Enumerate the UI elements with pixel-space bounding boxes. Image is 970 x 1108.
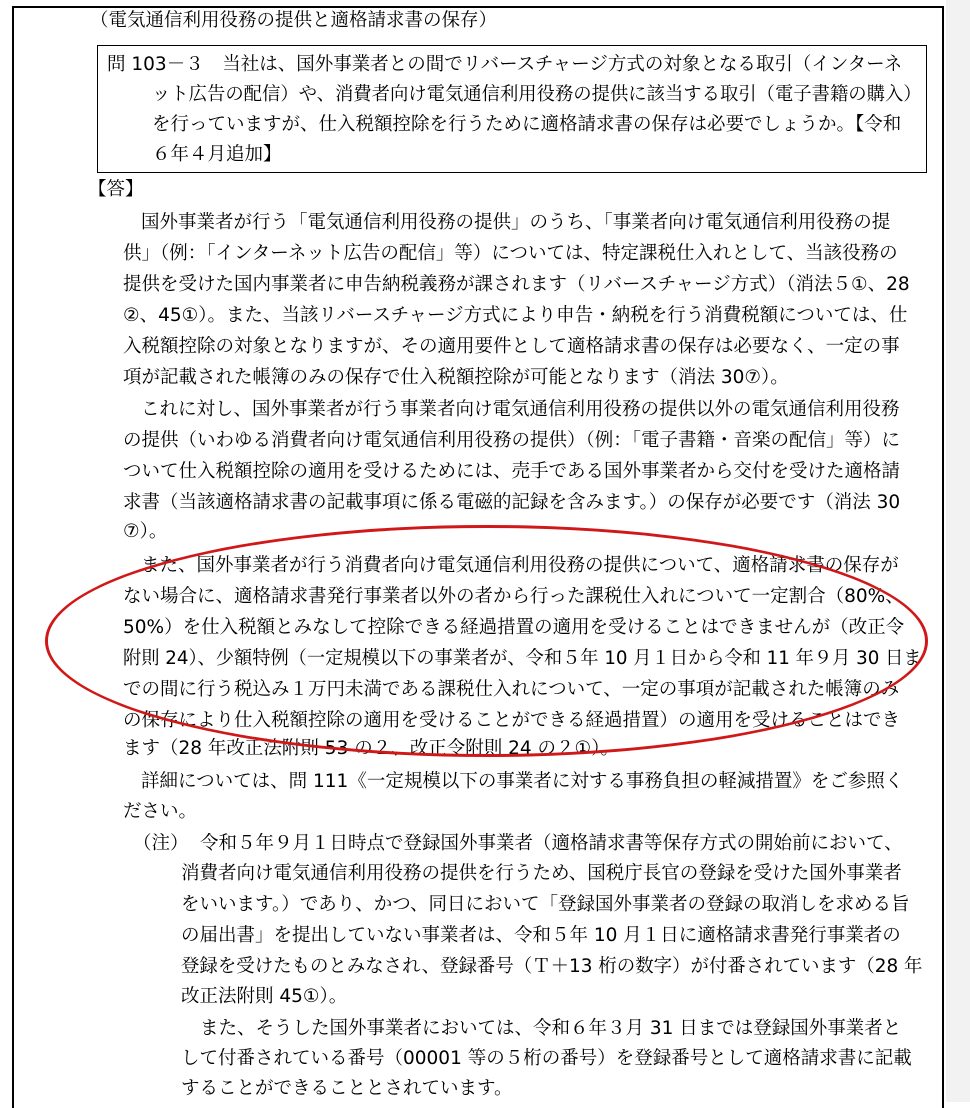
paragraph-line: 入税額控除の対象となりますが、その適用要件として適格請求書の保存は必要なく、一定の事 [123,336,900,357]
note-line: 消費者向け電気通信利用役務の提供を行うため、国税庁長官の登録を受けた国外事業者 [181,863,902,884]
note-line: して付番されている番号（00001 等の５桁の番号）を登録番号として適格請求書に記載 [181,1048,912,1069]
section-title: （電気通信利用役務の提供と適格請求書の保存） [90,10,498,31]
note-line: 登録を受けたものとみなされ、登録番号（Ｔ＋13 桁の数字）が付番されています（28 年 [181,956,923,977]
paragraph-line: また、国外事業者が行う消費者向け電気通信利用役務の提供について、適格請求書の保存が [141,555,899,576]
paragraph-line: 附則 24）、少額特例（一定規模以下の事業者が、令和５年 10 月１日から令和 11 年９月 30 日ま [123,648,922,669]
paragraph-line: 提供を受けた国内事業者に申告納税義務が課されます（リバースチャージ方式）（消法５①、28 [123,274,910,295]
paragraph-line: 国外事業者が行う「電気通信利用役務の提供」のうち、「事業者向け電気通信利用役務の提 [141,212,891,233]
paragraph-line: での間に行う税込み１万円未満である課税仕入れについて、一定の事項が記載された帳簿のみ [123,679,900,700]
question-line: ６年４月追加】 [152,144,282,165]
paragraph-line: ださい。 [123,801,198,822]
paragraph-line: ついて仕入税額控除の適用を受けるためには、売手である国外事業者から交付を受けた適格請 [123,461,901,482]
note-line: をいいます。）であり、かつ、同日において「登録国外事業者の登録の取消しを求める旨 [181,894,910,915]
question-line: ット広告の配信）や、消費者向け電気通信利用役務の提供に該当する取引（電子書籍の購入） [152,84,922,105]
paragraph-line: ない場合に、適格請求書発行事業者以外の者から行った課税仕入れについて一定割合（80%、 [123,586,904,607]
paragraph-line: の保存により仕入税額控除の適用を受けることができる経過措置）の適用を受けることはでき [123,710,901,731]
paragraph-line: 求書（当該適格請求書の記載事項に係る電磁的記録を含みます。）の保存が必要です（消法 30 [123,492,901,513]
note-line: することができることとされています。 [181,1078,513,1099]
note-line: 令和５年９月１日時点で登録国外事業者（適格請求書等保存方式の開始前において、 [200,833,903,854]
paragraph-line: の提供（いわゆる消費者向け電気通信利用役務の提供）（例：「電子書籍・音楽の配信」等）に [123,430,901,451]
paragraph-line: ⑦）。 [123,521,168,542]
paragraph-line: ②、45①）。また、当該リバースチャージ方式により申告・納税を行う消費税額については、仕 [123,305,908,326]
note-line: 改正法附則 45①）。 [181,986,348,1007]
note-label: （注） [133,833,189,854]
question-line: を行っていますが、仕入税額控除を行うために適格請求書の保存は必要でしょうか。【令和 [152,114,902,135]
question-line: 問 103－３ 当社は、国外事業者との間でリバースチャージ方式の対象となる取引（インターネ [107,54,903,75]
paragraph-line: 詳細については、問 111《一定規模以下の事業者に対する事務負担の軽減措置》をご参照く [141,771,904,792]
paragraph-line: これに対し、国外事業者が行う事業者向け電気通信利用役務の提供以外の電気通信利用役務 [141,399,900,420]
paragraph-line: 供」（例：「インターネット広告の配信」等）については、特定課税仕入れとして、当該役務の [123,243,898,264]
page-edge-shadow [946,0,970,1102]
note-line: また、そうした国外事業者においては、令和６年３月 31 日までは登録国外事業者と [200,1018,902,1039]
paragraph-line: ます（28 年改正法附則 53 の２、改正令附則 24 の２①）。 [123,738,619,759]
note-line: の届出書」を提出していない事業者は、令和５年 10 月１日に適格請求書発行事業者の [181,925,901,946]
answer-heading: 【答】 [88,179,144,200]
paragraph-line: 50%）を仕入税額とみなして控除できる経過措置の適用を受けることはできませんが（改正令 [123,617,905,638]
paragraph-line: 項が記載された帳簿のみの保存で仕入税額控除が可能となります（消法 30⑦）。 [123,367,789,388]
